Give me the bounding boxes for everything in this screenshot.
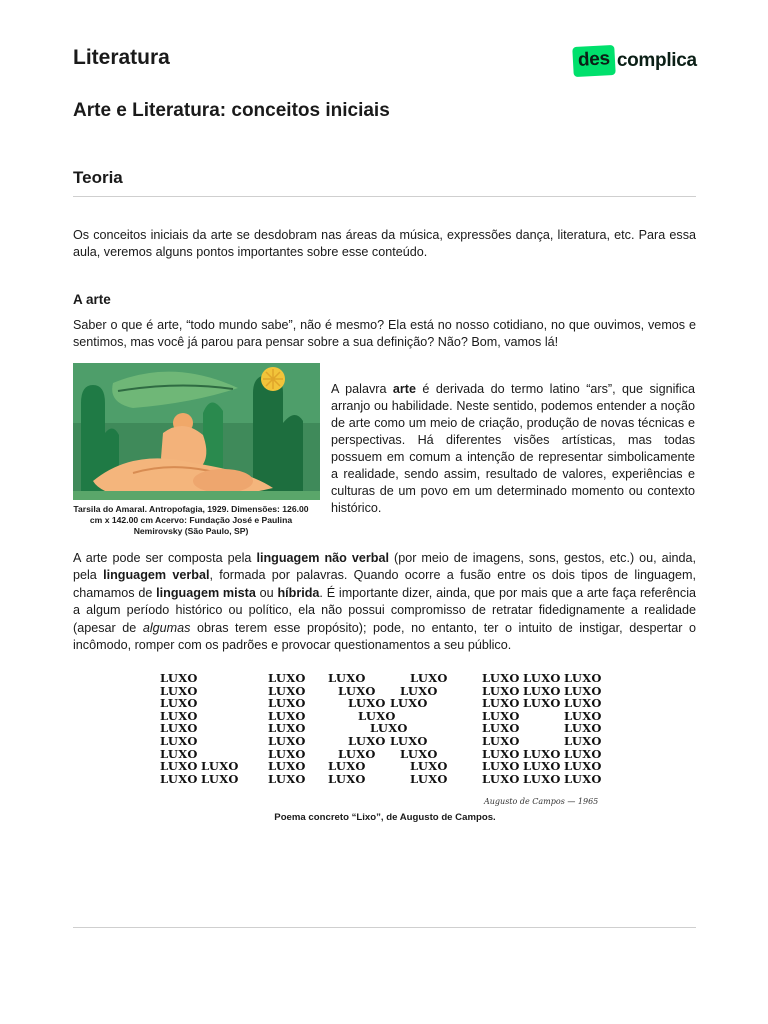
descomplica-logo — [573, 45, 697, 77]
poem-word: LUXO — [328, 671, 366, 685]
poem-word: LUXO — [268, 759, 306, 774]
question-paragraph: Saber o que é arte, “todo mundo sabe”, não é mesmo? Ela está no nosso cotidiano, no que ouvimos, vemos e sentimos, mas você já parou para pensar sobre a sua definição? Não? Bom, vamos lá! — [73, 318, 696, 350]
poem-word: LUXO — [482, 721, 520, 736]
poem-word: LUXO — [160, 683, 198, 698]
poem-word: LUXO — [268, 734, 306, 748]
poem-word: LUXO — [160, 721, 198, 736]
poem-word: LUXO — [482, 683, 520, 698]
poem-word: LUXO — [410, 771, 448, 786]
lp-text-2: (por meio de imagens, sons, gestos, etc.) ou, ainda, pela — [73, 551, 697, 583]
poem-word: LUXO — [160, 746, 198, 761]
section-divider — [73, 196, 696, 197]
poem-word: LUXO — [564, 696, 602, 711]
definition-term: arte — [392, 382, 416, 396]
poem-word: LUXO — [390, 734, 428, 748]
lp-bold-verbal: linguagem verbal — [103, 568, 210, 583]
poem-word: LUXO — [564, 734, 602, 748]
poem-word: LUXO — [482, 696, 520, 711]
poem-word: LUXO — [564, 759, 602, 774]
poem-word: LUXO — [201, 771, 239, 786]
poem-word: LUXO — [338, 683, 376, 698]
concrete-poem-lixo — [160, 663, 610, 811]
poem-word: LUXO — [268, 771, 306, 786]
poem-caption: Poema concreto “Lixo”, de Augusto de Campos. — [274, 812, 496, 823]
poem-word: LUXO — [482, 734, 520, 748]
poem-word: LUXO — [390, 696, 428, 711]
poem-word: LUXO — [482, 671, 520, 685]
poem-word: LUXO — [268, 683, 306, 698]
poem-word: LUXO — [523, 696, 561, 711]
lp-bold-hibrida: híbrida — [277, 585, 320, 600]
poem-word: LUXO — [160, 708, 198, 723]
painting-caption: Tarsila do Amaral. Antropofagia, 1929. Dimensões: 126.00 cm x 142.00 cm Acervo: Fundação José e Paulina Nemirovsky (São Paulo, SP) — [73, 504, 309, 536]
poem-word: LUXO — [482, 771, 520, 786]
poem-word: LUXO — [564, 683, 602, 698]
poem-word: LUXO — [268, 671, 306, 685]
poem-word: LUXO — [160, 734, 198, 748]
lp-text-5: . É importante dizer, ainda, que por mais que a arte faça referência a algum período histórico ou político, ela não possui compromisso de retratar fidedignamente a realidade (apesar de — [73, 585, 696, 635]
poem-word: LUXO — [523, 771, 561, 786]
poem-word: LUXO — [564, 708, 602, 723]
poem-word: LUXO — [400, 746, 438, 761]
poem-word: LUXO — [358, 708, 396, 723]
lp-text-4: ou — [255, 585, 278, 600]
poem-word: LUXO — [338, 746, 376, 761]
poem-word: LUXO — [564, 671, 602, 685]
logo-part-des: des — [572, 45, 615, 77]
lp-text-1: A arte pode ser composta pela — [73, 551, 257, 565]
poem-word: LUXO — [160, 671, 198, 685]
poem-word: LUXO — [268, 746, 306, 761]
subsection-title: A arte — [73, 292, 111, 307]
poem-word: LUXO — [410, 759, 448, 774]
section-title: Teoria — [73, 168, 123, 187]
poem-word: LUXO — [523, 759, 561, 774]
poem-word: LUXO — [268, 708, 306, 723]
definition-lead: A palavra — [331, 382, 393, 396]
antropofagia-painting — [73, 363, 320, 500]
definition-paragraph — [331, 381, 695, 517]
poem-word: LUXO — [523, 671, 561, 685]
lesson-title: Arte e Literatura: conceitos iniciais — [73, 100, 390, 121]
lp-italic-algumas: algumas — [142, 620, 191, 635]
footer-divider — [73, 927, 696, 928]
lp-text-6: obras terem esse propósito); pode, no entanto, ter o intuito de instigar, despertar o incômodo, romper com os padrões e provocar questionamentos a seu público. — [73, 620, 696, 653]
lp-bold-nonverbal: linguagem não verbal — [256, 551, 389, 565]
poem-word: LUXO — [564, 771, 602, 786]
logo-part-complica: complica — [616, 50, 697, 71]
poem-word: LUXO — [328, 759, 366, 774]
poem-word: LUXO — [160, 771, 198, 786]
poem-word: LUXO — [328, 771, 366, 786]
poem-word: LUXO — [523, 683, 561, 698]
intro-paragraph: Os conceitos iniciais da arte se desdobram nas áreas da música, expressões dança, literatura, etc. Para essa aula, veremos alguns pontos importantes sobre esse conteúdo. — [73, 228, 696, 260]
poem-word: LUXO — [482, 708, 520, 723]
poem-signature: Augusto de Campos — 1965 — [484, 797, 599, 806]
poem-word: LUXO — [268, 721, 306, 736]
poem-word: LUXO — [564, 721, 602, 736]
poem-word: LUXO — [482, 746, 520, 761]
subject-title: Literatura — [73, 46, 170, 69]
poem-word: LUXO — [410, 671, 448, 685]
lp-bold-mista: linguagem mista — [156, 585, 256, 600]
lp-text-3: , formada por palavras. Quando ocorre a fusão entre os dois tipos de linguagem, chamamos de — [73, 568, 696, 600]
poem-word: LUXO — [370, 721, 408, 736]
language-paragraph — [73, 550, 696, 654]
poem-word: LUXO — [482, 759, 520, 774]
poem-word: LUXO — [523, 746, 561, 761]
poem-word: LUXO — [348, 696, 386, 711]
poem-word: LUXO — [564, 746, 602, 761]
poem-word: LUXO — [201, 759, 239, 774]
poem-word: LUXO — [348, 734, 386, 748]
poem-word: LUXO — [400, 683, 438, 698]
poem-word: LUXO — [268, 696, 306, 711]
poem-word: LUXO — [160, 759, 198, 774]
poem-word: LUXO — [160, 696, 198, 711]
definition-rest: é derivada do termo latino “ars”, que significa arranjo ou habilidade. Neste sentido, podemos entender a noção de arte como um meio de criação, produção de novas técnicas e perspectivas. Há diferentes visões artísticas, mas todas possuem em comum a intenção de representar simbolicamente a realidade, sendo assim, resultado de valores, experiências e culturas de um povo em um determinado momento ou contexto histórico. — [331, 382, 695, 515]
